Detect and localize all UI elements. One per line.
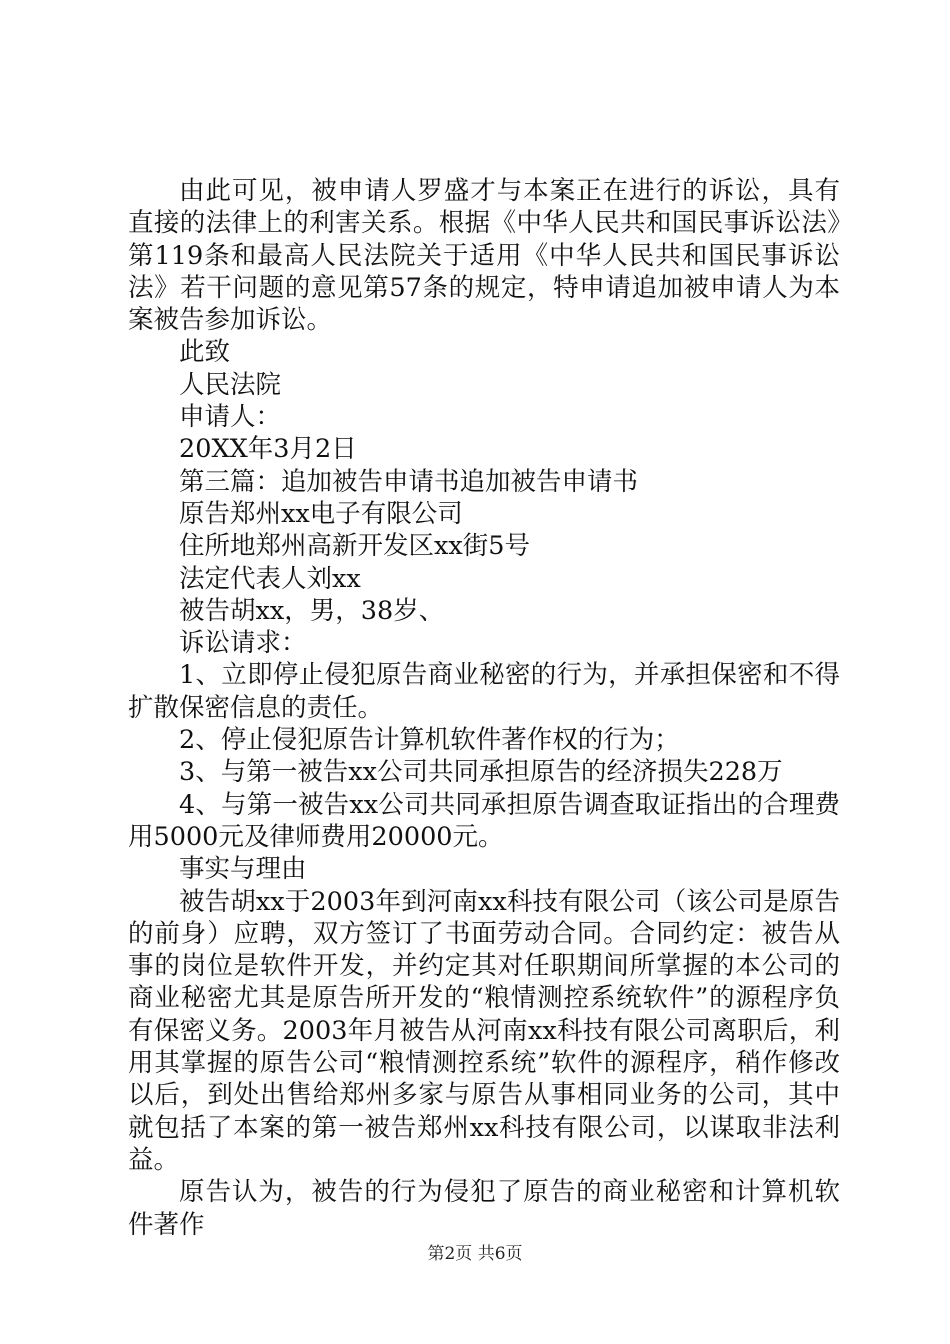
plaintiff-line: 原告郑州xx电子有限公司 [179,498,463,529]
claims-heading: 诉讼请求： [179,628,307,659]
facts-heading: 事实与理由 [179,854,307,885]
legal-representative-line: 法定代表人刘xx [179,563,361,594]
facts-paragraph: 被告胡xx于2003年到河南xx科技有限公司（该公司是原告的前身）应聘，双方签订了书面劳动合同。合同约定：被告从事的岗位是软件开发，并约定其对任职期间所掌握的本公司的商业秘密尤其是原告所开发的“粮情测控系统软件”的源程序负有保密义务。2003年月被告从河南xx科技有限公司离职后，利用其掌握的原告公司“粮情测控系统”软件的源程序，稍作修改以后，到处出售给郑州多家与原告从事相同业务的公司，其中就包括了本案的第一被告郑州xx科技有限公司，以谋取非法利益。 [128,886,840,1175]
claim-item-1: 1、立即停止侵犯原告商业秘密的行为，并承担保密和不得扩散保密信息的责任。 [128,660,840,723]
claim-item-3: 3、与第一被告xx公司共同承担原告的经济损失228万 [179,757,783,788]
paragraph-conclusion: 由此可见，被申请人罗盛才与本案正在进行的诉讼，具有直接的法律上的利害关系。根据《中华人民共和国民事诉讼法》第119条和最高人民法院关于适用《中华人民共和国民事诉讼法》若干问题的意见第57条的规定，特申请追加被申请人为本案被告参加诉讼。 [128,176,840,336]
salutation-to: 此致 [179,337,231,368]
address-line: 住所地郑州高新开发区xx街5号 [179,531,530,562]
date-line: 20XX年3月2日 [179,434,357,465]
defendant-line: 被告胡xx，男，38岁、 [179,595,445,626]
section-heading: 第三篇：追加被告申请书追加被告申请书 [179,466,639,497]
claim-item-4: 4、与第一被告xx公司共同承担原告调查取证指出的合理费用5000元及律师费用20000元。 [128,789,840,852]
claim-item-2: 2、停止侵犯原告计算机软件著作权的行为； [179,725,680,756]
page-footer: 第2页 共6页 [427,1244,523,1264]
opinion-paragraph: 原告认为，被告的行为侵犯了原告的商业秘密和计算机软件著作 [128,1177,840,1240]
applicant-label: 申请人： [179,402,282,433]
court-name: 人民法院 [179,369,282,400]
document-body [128,175,840,1241]
